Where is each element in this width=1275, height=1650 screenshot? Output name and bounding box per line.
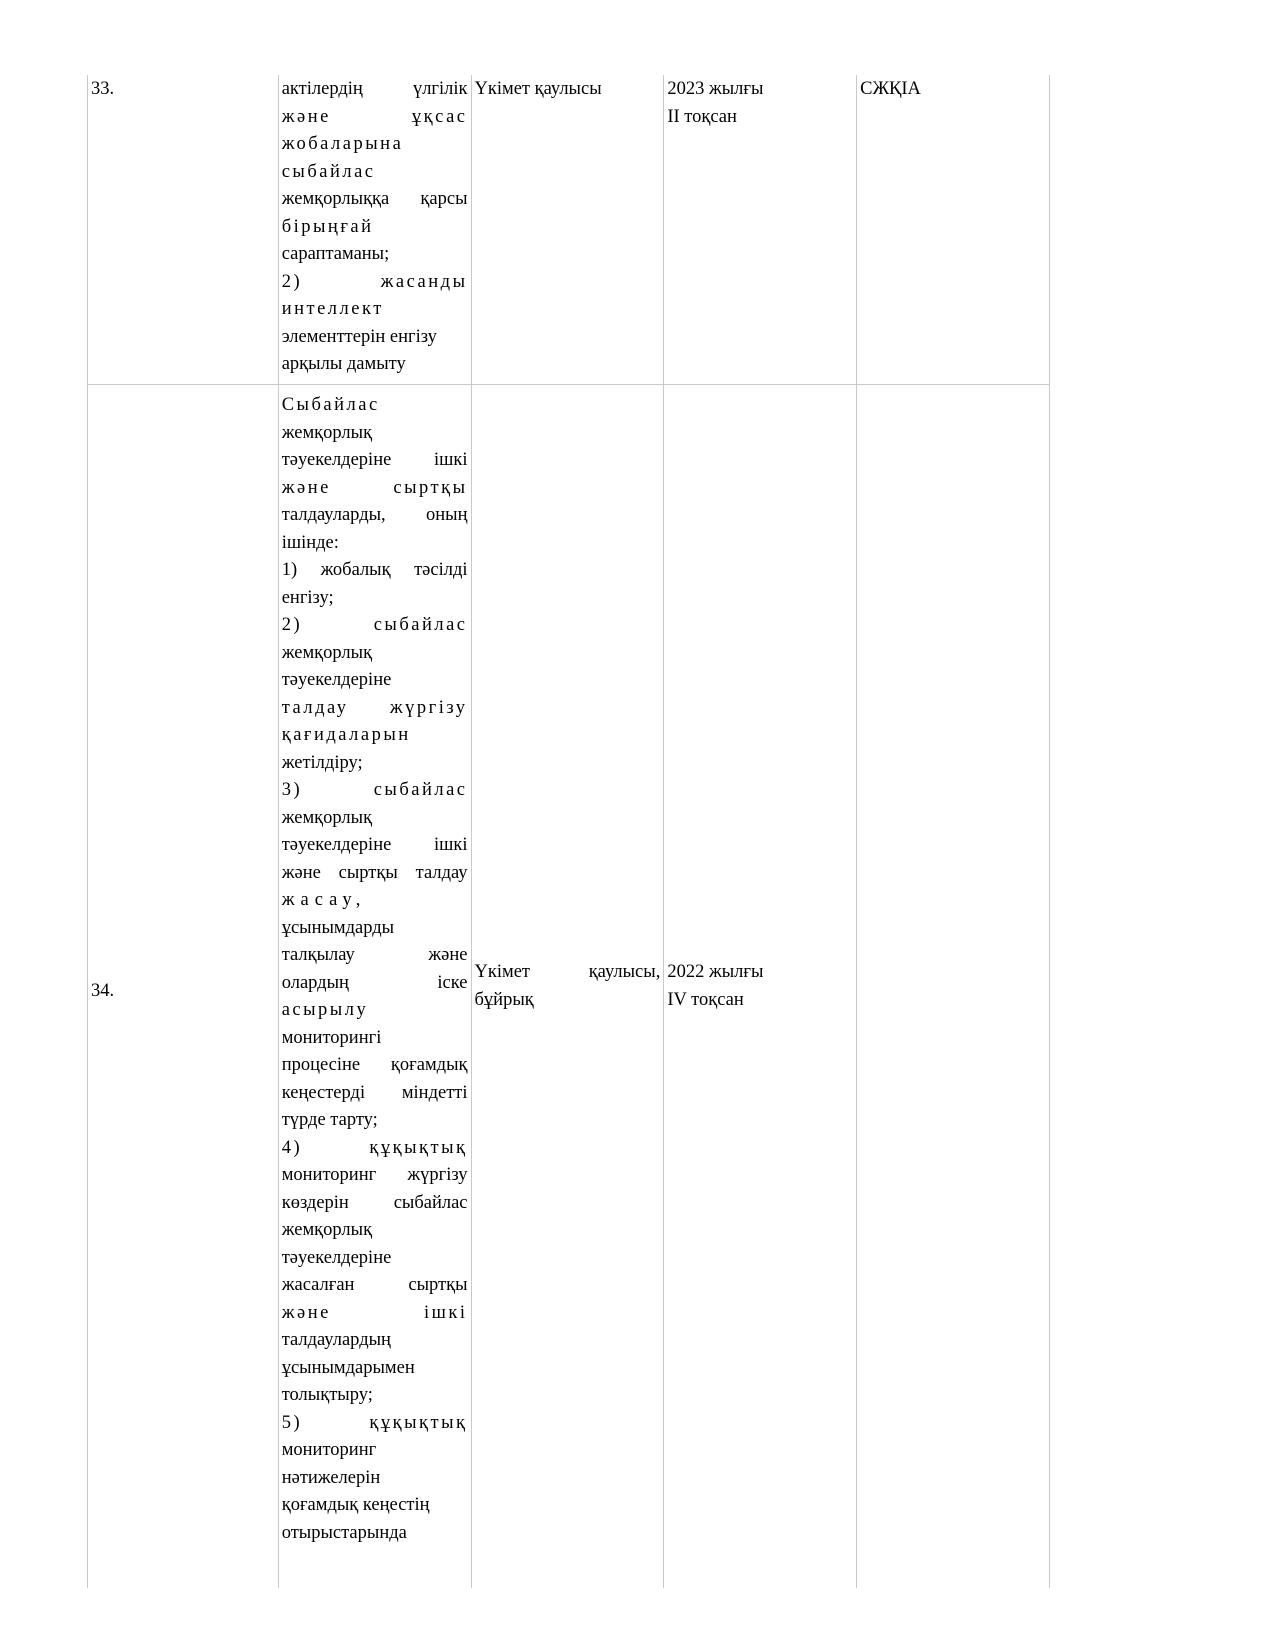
measure-text-line: қоғамдық кеңестің [281,1495,430,1515]
measure-text-line: толықтыру; [281,1385,373,1405]
measure-text-line: жасалған сыртқы [281,1275,468,1295]
measure-text-line: 3) сыбайлас [281,780,468,800]
measure-text-line: талдауларды, оның [281,505,468,525]
measure-text-line: нәтижелерін [281,1467,381,1488]
measure-text-line: 5) құқықтық [281,1412,468,1433]
measure-text-line: мониторингі [281,1027,382,1048]
measure-text-line: сыбайлас [281,161,376,182]
deadline-cell [664,75,857,385]
row-number-cell [88,75,279,385]
measure-text-line: кеңестерді міндетті [281,1082,468,1103]
measure-text-line: отырыстарында [281,1522,407,1543]
measure-text-line: мониторинг жүргізу [281,1165,468,1185]
measure-text-line: тәуекелдеріне [281,670,392,690]
executor-cell [857,75,1050,385]
measure-text-line: және сыртқы [281,477,468,498]
measure-text-line: интеллект [281,299,384,319]
deadline-quarter: II тоқсан [667,106,737,127]
measure-text-line: жемқорлық [281,422,373,443]
document-form-cell [471,385,664,1589]
measure-text-line: жемқорлық [281,807,373,828]
measure-text-line: сараптаманы; [281,244,390,264]
measure-text-line: жемқорлық [281,1220,373,1240]
deadline-year: 2023 жылғы [667,79,764,99]
measure-text-line: енгізу; [281,587,334,608]
measure-text-line: актілердің үлгілік [281,79,468,99]
measure-text-line: қағидаларын [281,725,411,745]
deadline-quarter: IV тоқсан [667,989,744,1010]
deadline-cell [664,385,857,1589]
measure-text-line: ұсынымдарымен [281,1357,415,1378]
measure-text-line: жемқорлық [281,642,373,663]
measure-text-line: арқылы дамыту [281,354,406,374]
measure-text-line: және сыртқы талдау [281,862,468,883]
measure-text-cell [278,385,471,1589]
table-row [88,75,1050,385]
row-number: 34. [91,980,115,1001]
measure-text-line: ішінде: [281,532,339,553]
measure-text-line: бірыңғай [281,216,374,237]
measure-text-line: талқылау және [281,945,468,965]
measure-text-line: және ішкі [281,1302,468,1323]
measure-text-line: талдаулардың [281,1330,391,1350]
table-row [88,385,1050,1589]
measure-text-line: элементтерін енгізу [281,326,437,347]
measure-text-line: мониторинг [281,1440,377,1460]
measure-text-line: асырылу [281,1000,369,1020]
measure-text-line: 2) жасанды [281,271,468,292]
measure-text-line: тәуекелдеріне ішкі [281,450,468,470]
document-form: бұйрық [474,989,534,1010]
measure-text-line: көздерін сыбайлас [281,1192,468,1213]
measure-text-line: жасау, [281,890,367,910]
measure-text-line: жобаларына [281,134,404,154]
executor-cell [857,385,1050,1589]
deadline-year: 2022 жылғы [667,962,764,982]
document-form: Үкімет қаулысы, [474,962,661,982]
executor: СЖҚІА [860,79,921,99]
measure-text-line: 4) құқықтық [281,1137,468,1158]
action-plan-table [87,75,1050,1588]
measure-text-line: ұсынымдарды [281,917,395,938]
row-number: 33. [91,79,115,99]
row-number-cell [88,385,279,1589]
measure-text-line: Сыбайлас [281,395,380,415]
measure-text-line: тәуекелдеріне [281,1247,392,1268]
measure-text-line: және ұқсас [281,106,468,127]
measure-text-line: 1) жобалық тәсілді [281,560,468,580]
measure-text-cell [278,75,471,385]
measure-text-line: талдау жүргізу [281,697,468,718]
measure-text-line: 2) сыбайлас [281,615,468,635]
document-form: Үкімет қаулысы [474,79,602,99]
measure-text-line: жемқорлыққа қарсы [281,189,468,209]
measure-text-line: түрде тарту; [281,1110,378,1130]
measure-text-line: тәуекелдеріне ішкі [281,835,468,855]
measure-text-line: жетілдіру; [281,752,363,773]
measure-text-line: процесіне қоғамдық [281,1055,468,1075]
measure-text-line: олардың іске [281,972,468,993]
document-form-cell [471,75,664,385]
